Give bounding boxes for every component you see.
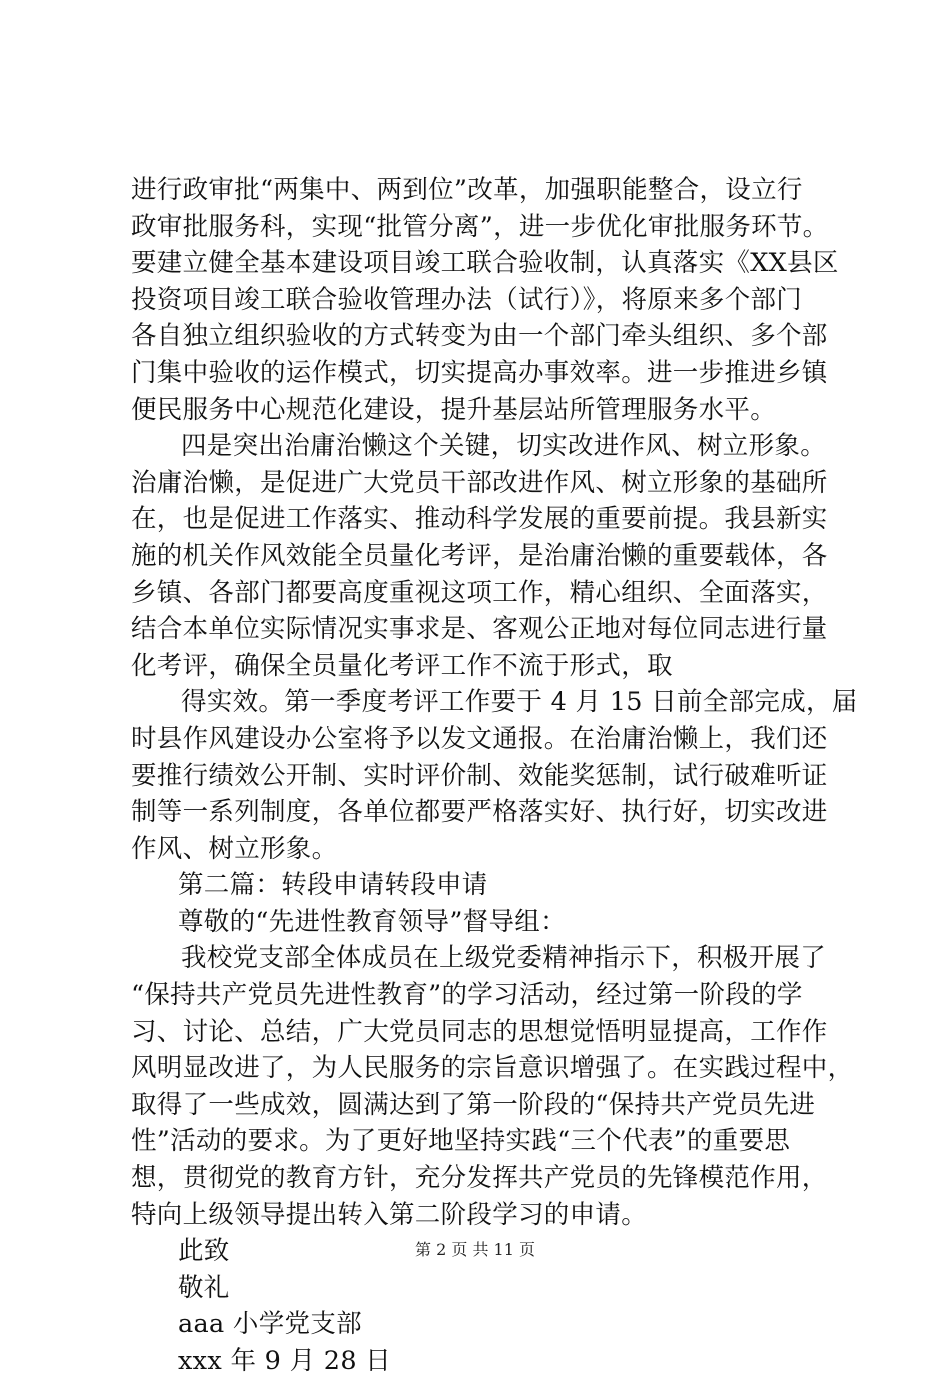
paragraph-start-line: 四是突出治庸治懒这个关键，切实改进作风、树立形象。 xyxy=(181,431,827,462)
paragraph-start-line: 得实效。第一季度考评工作要于 4 月 15 日前全部完成，届 xyxy=(181,687,858,718)
body-line: 要建立健全基本建设项目竣工联合验收制，认真落实《XX县区 xyxy=(131,248,839,279)
closing-line: 敬礼 xyxy=(178,1272,230,1303)
closing-line: 此致 xyxy=(178,1236,230,1267)
body-line: 便民服务中心规范化建设，提升基层站所管理服务水平。 xyxy=(131,394,777,425)
body-line: 进行政审批“两集中、两到位”改革，加强职能整合，设立行 xyxy=(131,175,803,205)
body-line: 风明显改进了，为人民服务的宗旨意识增强了。在实践过程中， xyxy=(131,1053,854,1084)
page-number-footer: 第 2 页 共 11 页 xyxy=(415,1240,535,1259)
body-line: 政审批服务科，实现“批管分离”，进一步优化审批服务环节。 xyxy=(131,211,829,242)
body-line: 治庸治懒，是促进广大党员干部改进作风、树立形象的基础所 xyxy=(131,467,828,498)
date-line: xxx 年 9 月 28 日 xyxy=(178,1346,392,1376)
document-body xyxy=(131,172,858,1380)
body-line: “保持共产党员先进性教育”的学习活动，经过第一阶段的学 xyxy=(131,980,803,1011)
body-line: 要推行绩效公开制、实时评价制、效能奖惩制，试行破难听证 xyxy=(131,760,828,791)
body-line: 特向上级领导提出转入第二阶段学习的申请。 xyxy=(131,1199,648,1230)
body-line: 施的机关作风效能全员量化考评，是治庸治懒的重要载体，各 xyxy=(131,540,828,571)
body-line: 制等一系列制度，各单位都要严格落实好、执行好，切实改进 xyxy=(131,797,828,828)
body-line: 结合本单位实际情况实事求是、客观公正地对每位同志进行量 xyxy=(131,614,828,645)
body-line: 时县作风建设办公室将予以发文通报。在治庸治懒上，我们还 xyxy=(131,723,828,754)
body-line: 性”活动的要求。为了更好地坚持实践“三个代表”的重要思 xyxy=(131,1126,791,1157)
body-line: 投资项目竣工联合验收管理办法（试行）》，将原来多个部门 xyxy=(131,284,803,315)
paragraph-start-line: 我校党支部全体成员在上级党委精神指示下，积极开展了 xyxy=(181,943,827,974)
body-line: 化考评，确保全员量化考评工作不流于形式，取 xyxy=(131,650,673,681)
body-line: 作风、树立形象。 xyxy=(131,833,338,864)
body-line: 在，也是促进工作落实、推动科学发展的重要前提。我县新实 xyxy=(131,504,828,535)
salutation-line: 尊敬的“先进性教育领导”督导组： xyxy=(178,906,566,937)
body-line: 想，贯彻党的教育方针，充分发挥共产党员的先锋模范作用， xyxy=(131,1163,828,1194)
body-line: 乡镇、各部门都要高度重视这项工作，精心组织、全面落实， xyxy=(131,577,828,608)
body-line: 取得了一些成效，圆满达到了第一阶段的“保持共产党员先进 xyxy=(131,1089,816,1120)
body-line: 习、讨论、总结，广大党员同志的思想觉悟明显提高，工作作 xyxy=(131,1016,828,1047)
body-line: 各自独立组织验收的方式转变为由一个部门牵头组织、多个部 xyxy=(131,321,828,352)
signature-line: aaa 小学党支部 xyxy=(178,1309,362,1340)
body-line: 门集中验收的运作模式，切实提高办事效率。进一步推进乡镇 xyxy=(131,357,828,388)
section-heading: 第二篇：转段申请转段申请 xyxy=(178,870,488,901)
